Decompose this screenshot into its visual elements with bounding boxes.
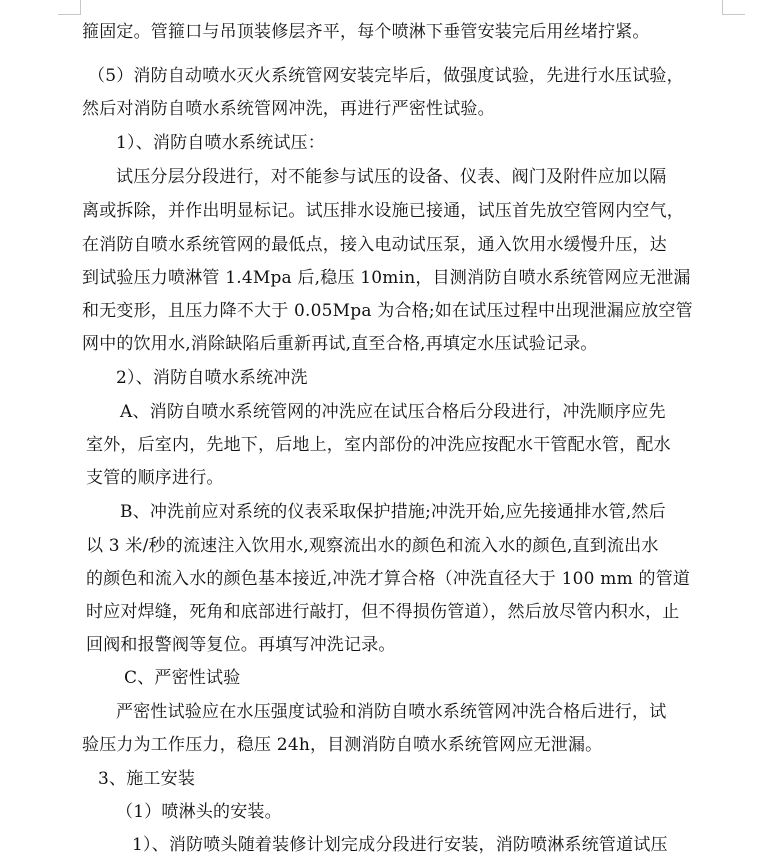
text-line: （1）喷淋头的安装。 xyxy=(116,802,282,822)
text-line: 箍固定。管箍口与吊顶装修层齐平，每个喷淋下垂管安装完后用丝堵拧紧。 xyxy=(82,22,650,42)
text-line: 验压力为工作压力，稳压 24h，目测消防自喷水系统管网应无泄漏。 xyxy=(82,735,603,755)
text-line: 严密性试验应在水压强度试验和消防自喷水系统管网冲洗合格后进行，试 xyxy=(116,702,667,722)
page-corner-mark-right xyxy=(722,0,745,15)
text-line: B、冲洗前应对系统的仪表采取保护措施;冲洗开始,应先接通排水管,然后 xyxy=(120,502,666,522)
text-line: 1）、消防喷头随着装修计划完成分段进行安装，消防喷淋系统管道试压 xyxy=(132,835,668,855)
text-line: 在消防自喷水系统管网的最低点，接入电动试压泵，通入饮用水缓慢升压，达 xyxy=(82,235,667,255)
text-line: （5）消防自动喷水灭火系统管网安装完毕后，做强度试验，先进行水压试验， xyxy=(88,66,684,86)
text-line: 以 3 米/秒的流速注入饮用水,观察流出水的颜色和流入水的颜色,直到流出水 xyxy=(86,536,659,556)
text-line: 回阀和报警阀等复位。再填写冲洗记录。 xyxy=(86,635,396,655)
text-line: 试压分层分段进行，对不能参与试压的设备、仪表、阀门及附件应加以隔 xyxy=(116,167,667,187)
text-line: 到试验压力喷淋管 1.4Mpa 后,稳压 10min，目测消防自喷水系统管网应无泄漏 xyxy=(82,268,691,288)
text-line: 和无变形，且压力降不大于 0.05Mpa 为合格;如在试压过程中出现泄漏应放空管 xyxy=(82,301,693,321)
text-line: 2）、消防自喷水系统冲洗 xyxy=(116,368,308,388)
text-line: 支管的顺序进行。 xyxy=(86,468,224,488)
text-line: 网中的饮用水,消除缺陷后重新再试,直至合格,再填定水压试验记录。 xyxy=(82,334,598,354)
page-corner-mark-left xyxy=(58,0,81,15)
text-line: 离或拆除，并作出明显标记。试压排水设施已接通，试压首先放空管网内空气， xyxy=(82,201,684,221)
text-line: 的颜色和流入水的颜色基本接近,冲洗才算合格（冲洗直径大于 100 mm 的管道 xyxy=(86,569,691,589)
text-line: A、消防自喷水系统管网的冲洗应在试压合格后分段进行，冲洗顺序应先 xyxy=(120,402,666,422)
text-line: 1）、消防自喷水系统试压： xyxy=(116,133,325,153)
text-line: 时应对焊缝，死角和底部进行敲打，但不得损伤管道），然后放尽管内积水，止 xyxy=(86,602,680,622)
text-line: 3、施工安装 xyxy=(98,769,196,789)
text-line: 然后对消防自喷水系统管网冲洗，再进行严密性试验。 xyxy=(82,99,495,119)
text-line: C、严密性试验 xyxy=(124,668,241,688)
text-line: 室外，后室内，先地下，后地上，室内部份的冲洗应按配水干管配水管，配水 xyxy=(86,435,671,455)
